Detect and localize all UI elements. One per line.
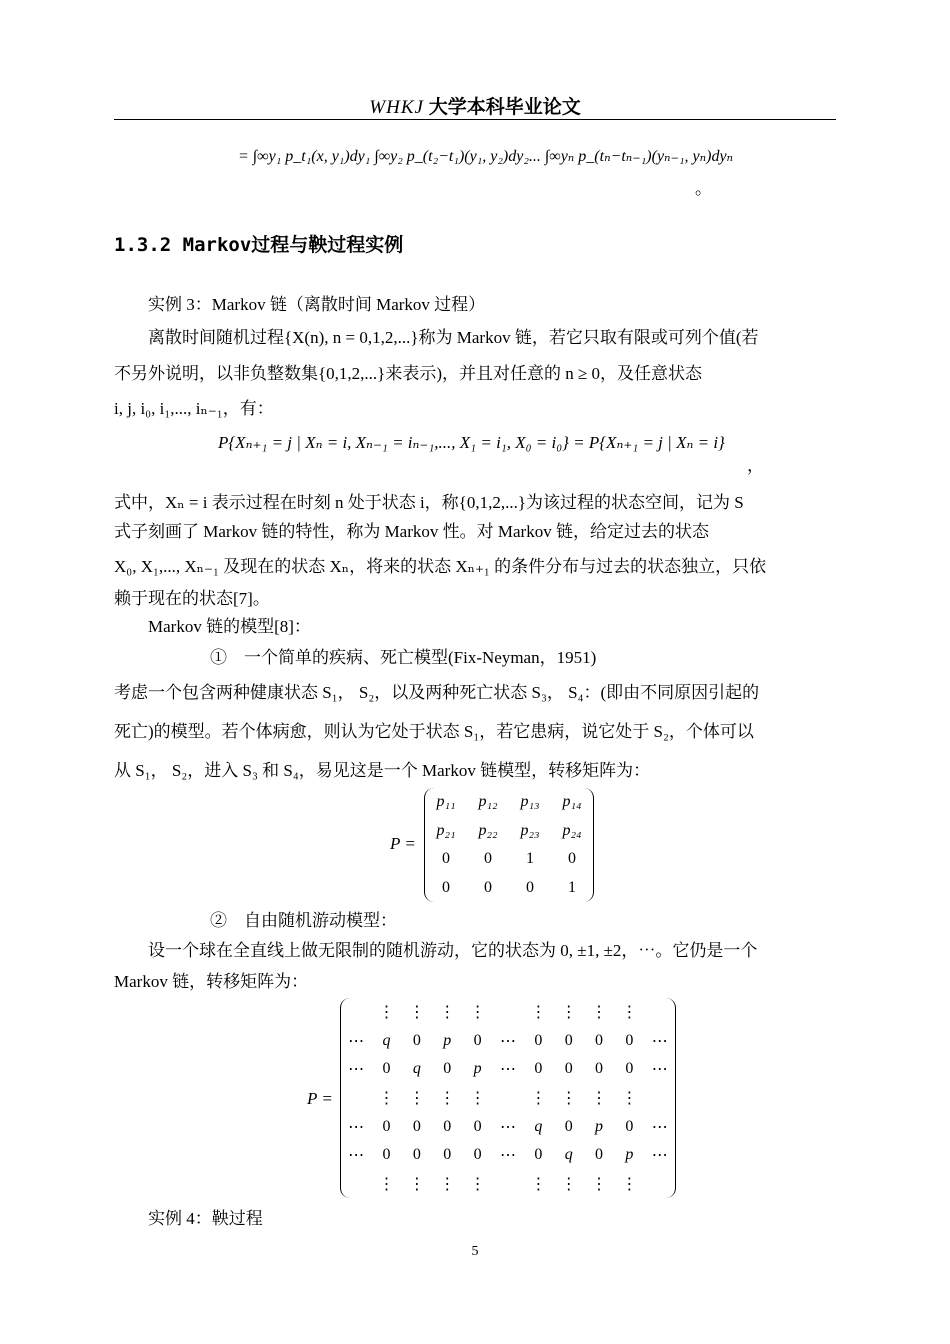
matrix-cell: 0 xyxy=(382,1060,391,1078)
model2-title: ② 自由随机游动模型： xyxy=(210,911,397,930)
matrix-cell: ⋮ xyxy=(560,1089,577,1107)
matrix-cell: ⋮ xyxy=(591,1175,608,1193)
matrix-row xyxy=(341,998,675,1027)
matrix-cell: ⋯ xyxy=(651,1147,668,1165)
matrix-cell: ⋮ xyxy=(560,1004,577,1022)
matrix-cell: ⋮ xyxy=(530,1175,547,1193)
matrix-cell: p₁₄ xyxy=(562,793,582,811)
formula-end-mark: 。 xyxy=(695,179,712,198)
matrix-cell: 0 xyxy=(382,1117,391,1135)
matrix1-label: P = xyxy=(390,834,416,853)
matrix-cell: 0 xyxy=(526,878,534,896)
matrix-cell: 0 xyxy=(442,850,450,868)
matrix-cell: 1 xyxy=(568,878,576,896)
matrix-cell: 0 xyxy=(564,1117,573,1135)
paragraph1-line1: 离散时间随机过程{X(n), n = 0,1,2,...}称为 Markov 链，若它只取有限或可列个值(若 xyxy=(148,328,759,347)
header-title: 大学本科毕业论文 xyxy=(423,97,581,118)
page-header xyxy=(0,92,950,119)
matrix-cell: ⋮ xyxy=(469,1004,486,1022)
matrix-cell xyxy=(493,1169,523,1198)
matrix-cell: ⋮ xyxy=(378,1175,395,1193)
matrix-cell: ⋯ xyxy=(348,1061,365,1079)
matrix-cell: 0 xyxy=(595,1146,604,1164)
matrix-cell: p₁₁ xyxy=(436,793,456,811)
matrix-cell: 0 xyxy=(595,1060,604,1078)
matrix-cell: ⋯ xyxy=(348,1118,365,1136)
matrix-cell: ⋯ xyxy=(499,1147,516,1165)
formula-chapman: = ∫∞y₁ p_t₁(x, y₁)dy₁ ∫∞y₂ p_(t₂−t₁)(y₁, y₂)dy₂... ∫∞yₙ p_(tₙ−tₙ₋₁)(yₙ₋₁, yₙ)dyₙ xyxy=(238,148,734,165)
section-title: 过程与鞅过程实例 xyxy=(251,234,404,256)
matrix-cell: p₂₃ xyxy=(520,821,540,839)
matrix-cell: ⋮ xyxy=(408,1175,425,1193)
matrix-cell: 1 xyxy=(526,850,534,868)
matrix-cell: 0 xyxy=(443,1117,452,1135)
matrix-row xyxy=(425,817,593,846)
matrix-cell: ⋮ xyxy=(621,1004,638,1022)
model1-line1: 考虑一个包含两种健康状态 S₁， S₂，以及两种死亡状态 S₃， S₄：(即由不同原因引起的 xyxy=(114,683,760,702)
matrix-cell: ⋮ xyxy=(439,1089,456,1107)
matrix-cell: ⋮ xyxy=(621,1089,638,1107)
matrix-cell: p xyxy=(443,1031,452,1049)
matrix-cell: ⋮ xyxy=(560,1175,577,1193)
matrix-cell: ⋮ xyxy=(591,1089,608,1107)
matrix-cell: ⋯ xyxy=(499,1061,516,1079)
matrix-cell: ⋯ xyxy=(651,1118,668,1136)
model1-line2: 死亡)的模型。若个体病愈，则认为它处于状态 S₁，若它患病，说它处于 S₂，个体可以 xyxy=(114,722,754,741)
example3-title: 实例 3：Markov 链（离散时间 Markov 过程） xyxy=(148,295,486,314)
matrix-cell: 0 xyxy=(473,1031,482,1049)
paragraph2-line2: 式子刻画了 Markov 链的特性，称为 Markov 性。对 Markov 链，给定过去的状态 xyxy=(114,522,709,541)
matrix-cell: p₂₁ xyxy=(436,821,456,839)
markov-property-equation: P{Xₙ₊₁ = j | Xₙ = i, Xₙ₋₁ = iₙ₋₁,..., X₁ = i₁, X₀ = i₀} = P{Xₙ₊₁ = j | Xₙ = i} xyxy=(218,433,725,452)
matrix-cell: ⋮ xyxy=(469,1089,486,1107)
section-number: 1.3.2 Markov xyxy=(114,234,252,256)
matrix-row xyxy=(341,1141,675,1170)
paragraph2-line4: 赖于现在的状态[7]。 xyxy=(114,589,270,608)
model-section-title: Markov 链的模型[8]： xyxy=(148,617,311,636)
matrix-cell xyxy=(493,998,523,1027)
equation-end-mark: ， xyxy=(747,456,764,475)
model1-line3: 从 S₁， S₂，进入 S₃ 和 S₄，易见这是一个 Markov 链模型，转移矩阵为： xyxy=(114,761,651,780)
matrix-cell: ⋯ xyxy=(651,1032,668,1050)
matrix-cell: 0 xyxy=(484,850,492,868)
matrix-cell: 0 xyxy=(412,1031,421,1049)
matrix-cell: ⋮ xyxy=(408,1089,425,1107)
example4-title: 实例 4：鞅过程 xyxy=(148,1209,263,1228)
paragraph1-line3: i, j, i₀, i₁,..., iₙ₋₁，有： xyxy=(114,399,274,418)
matrix1 xyxy=(424,788,594,902)
matrix-cell: 0 xyxy=(564,1060,573,1078)
paragraph2-line1: 式中，Xₙ = i 表示过程在时刻 n 处于状态 i，称{0,1,2,...}为该过程的状态空间，记为 S xyxy=(114,493,744,512)
matrix-cell: 0 xyxy=(442,878,450,896)
matrix-cell: p xyxy=(595,1117,604,1135)
matrix-cell: ⋮ xyxy=(378,1089,395,1107)
matrix-cell: ⋮ xyxy=(469,1175,486,1193)
matrix-cell: ⋯ xyxy=(348,1032,365,1050)
matrix-cell xyxy=(341,998,371,1027)
matrix-row xyxy=(341,1169,675,1198)
matrix-cell: 0 xyxy=(443,1146,452,1164)
matrix-cell: 0 xyxy=(473,1117,482,1135)
matrix-cell: q xyxy=(564,1146,573,1164)
matrix-cell: 0 xyxy=(568,850,576,868)
matrix1-table xyxy=(425,788,593,902)
matrix-cell xyxy=(341,1084,371,1113)
matrix2-table xyxy=(341,998,675,1198)
matrix-cell: 0 xyxy=(484,878,492,896)
matrix-cell: ⋮ xyxy=(530,1004,547,1022)
matrix-cell: p xyxy=(473,1060,482,1078)
matrix-cell: ⋮ xyxy=(378,1004,395,1022)
matrix-cell: ⋯ xyxy=(651,1061,668,1079)
matrix-cell: 0 xyxy=(625,1117,634,1135)
matrix-cell: q xyxy=(412,1060,421,1078)
matrix-cell: 0 xyxy=(382,1146,391,1164)
section-heading xyxy=(114,230,403,257)
matrix-row xyxy=(341,1027,675,1056)
header-rule xyxy=(114,119,836,120)
matrix-row xyxy=(425,788,593,817)
matrix-cell: 0 xyxy=(534,1031,543,1049)
matrix-row xyxy=(425,874,593,903)
model2-line1: 设一个球在全直线上做无限制的随机游动，它的状态为 0, ±1, ±2，⋯。它仍是一个 xyxy=(148,941,758,960)
matrix-cell: ⋯ xyxy=(348,1147,365,1165)
matrix-cell: 0 xyxy=(534,1060,543,1078)
matrix-cell xyxy=(341,1169,371,1198)
matrix-cell: ⋮ xyxy=(439,1175,456,1193)
matrix-cell: 0 xyxy=(625,1031,634,1049)
matrix-cell: ⋮ xyxy=(408,1004,425,1022)
matrix-cell: q xyxy=(382,1031,391,1049)
matrix-cell: 0 xyxy=(564,1031,573,1049)
matrix-cell: 0 xyxy=(595,1031,604,1049)
matrix-row xyxy=(341,1084,675,1113)
matrix-cell: 0 xyxy=(443,1060,452,1078)
matrix-cell: 0 xyxy=(473,1146,482,1164)
matrix-cell xyxy=(645,1169,675,1198)
matrix-cell: p₁₂ xyxy=(478,793,498,811)
matrix-cell xyxy=(493,1084,523,1113)
model2-line2: Markov 链，转移矩阵为： xyxy=(114,972,309,991)
matrix-cell: p₁₃ xyxy=(520,793,540,811)
matrix-cell: p₂₄ xyxy=(562,821,582,839)
matrix-cell: ⋮ xyxy=(530,1089,547,1107)
matrix-cell xyxy=(645,998,675,1027)
matrix-cell: ⋮ xyxy=(591,1004,608,1022)
matrix2-label: P = xyxy=(307,1089,333,1108)
page-number: 5 xyxy=(471,1244,479,1259)
model1-title: ① 一个简单的疾病、死亡模型(Fix-Neyman，1951) xyxy=(210,648,597,667)
matrix-cell: p xyxy=(625,1146,634,1164)
matrix2 xyxy=(340,998,676,1198)
matrix-cell: 0 xyxy=(625,1060,634,1078)
header-latin: WHKJ xyxy=(369,97,424,118)
matrix-cell: ⋮ xyxy=(621,1175,638,1193)
matrix-cell: ⋯ xyxy=(499,1118,516,1136)
matrix-cell: ⋯ xyxy=(499,1032,516,1050)
matrix-cell: 0 xyxy=(412,1146,421,1164)
matrix-cell: q xyxy=(534,1117,543,1135)
paragraph2-line3: X₀, X₁,..., Xₙ₋₁ 及现在的状态 Xₙ，将来的状态 Xₙ₊₁ 的条件分布与过去的状态独立，只依 xyxy=(114,557,767,576)
matrix-row xyxy=(341,1112,675,1141)
matrix-cell: ⋮ xyxy=(439,1004,456,1022)
matrix-row xyxy=(425,845,593,874)
paragraph1-line2: 不另外说明，以非负整数集{0,1,2,...}来表示)，并且对任意的 n ≥ 0，及任意状态 xyxy=(114,364,703,383)
matrix-cell: p₂₂ xyxy=(478,821,498,839)
matrix-cell: 0 xyxy=(412,1117,421,1135)
matrix-row xyxy=(341,1055,675,1084)
matrix-cell: 0 xyxy=(534,1146,543,1164)
matrix-cell xyxy=(645,1084,675,1113)
